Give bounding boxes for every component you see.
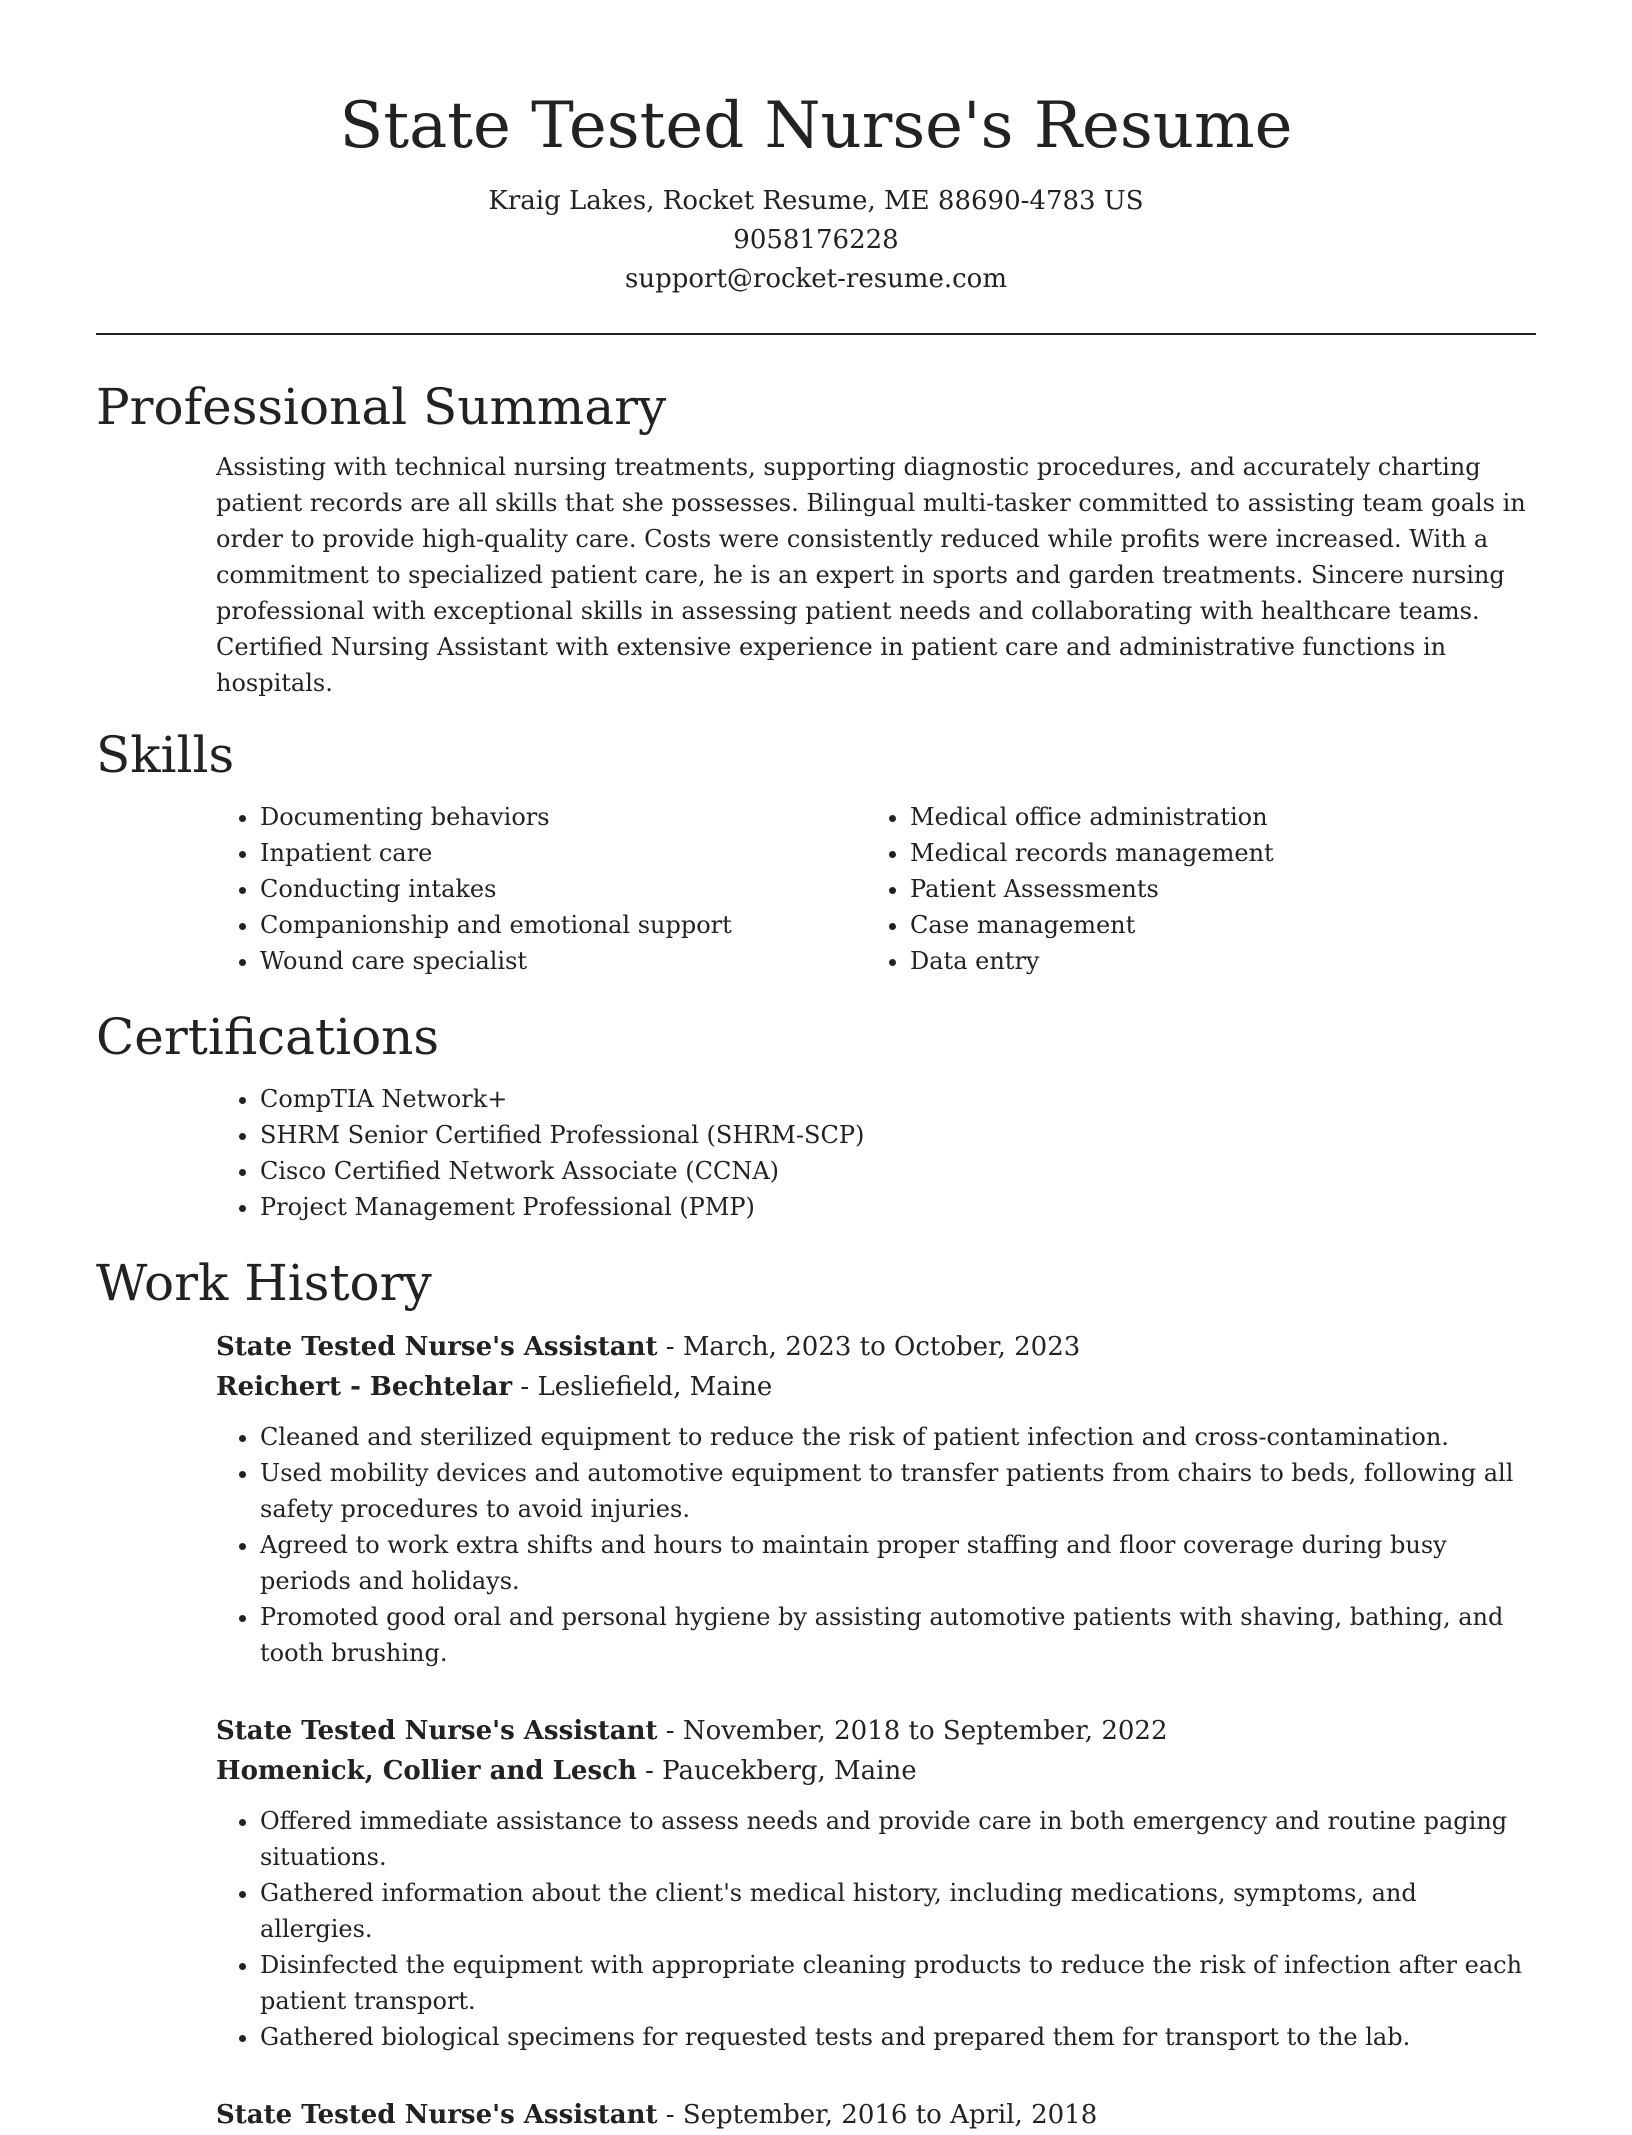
skill-item: • Case management: [910, 907, 1516, 943]
skill-item: • Data entry: [910, 943, 1516, 979]
job-company: Reichert - Bechtelar: [216, 1372, 513, 1402]
job-role: State Tested Nurse's Assistant: [216, 1332, 658, 1362]
skill-item: • Wound care specialist: [260, 943, 866, 979]
section-title-summary: Professional Summary: [96, 378, 667, 436]
skill-item: • Medical office administration: [910, 799, 1516, 835]
summary-text: Assisting with technical nursing treatments, supporting diagnostic procedures, and accurately charting patient records are all skills that she possesses. Bilingual multi-tasker committed to assisting team goals in order to provide high-quality care. Costs were consistently reduced while profits were increased. With a commitment to specialized patient care, he is an expert in sports and garden treatments. Sincere nursing professional with exceptional skills in assessing patient needs and collaborating with healthcare teams. Certified Nursing Assistant with extensive experience in patient care and administrative functions in hospitals.: [216, 453, 1526, 697]
job-entry: [216, 1327, 1536, 1671]
job-bullet: • Promoted good oral and personal hygiene by assisting automotive patients with shaving, bathing, and tooth brushing.: [260, 1599, 1536, 1671]
job-bullet: • Gathered information about the client's medical history, including medications, symptoms, and allergies.: [260, 1875, 1536, 1947]
job-company: Homenick, Collier and Lesch: [216, 1756, 637, 1786]
job-entry: [216, 2095, 1536, 2135]
skills-column-left: [216, 799, 866, 979]
certification-item: • SHRM Senior Certified Professional (SHRM-SCP): [260, 1117, 1536, 1153]
skill-item: • Patient Assessments: [910, 871, 1516, 907]
resume-title: State Tested Nurse's Resume: [339, 89, 1293, 163]
job-dates: - March, 2023 to October, 2023: [657, 1332, 1081, 1362]
skills-list-left: [216, 799, 866, 979]
job-company-line: [216, 1367, 1536, 1407]
work-history-block: [216, 1327, 1536, 2135]
contact-phone: 9058176228: [733, 225, 899, 255]
job-dates: - November, 2018 to September, 2022: [657, 1716, 1168, 1746]
job-role: State Tested Nurse's Assistant: [216, 1716, 658, 1746]
certifications-list: [216, 1081, 1536, 1225]
job-bullet: • Used mobility devices and automotive equipment to transfer patients from chairs to beds, following all safety procedures to avoid injuries.: [260, 1455, 1536, 1527]
skill-item: • Documenting behaviors: [260, 799, 866, 835]
resume-header: [96, 0, 1536, 299]
section-title-certifications: Certifications: [96, 1008, 440, 1066]
job-title-line: [216, 2095, 1536, 2135]
skills-column-right: [866, 799, 1516, 979]
certifications-block: [216, 1081, 1536, 1225]
job-title-line: [216, 1711, 1536, 1751]
job-bullet-list: [216, 1803, 1536, 2055]
job-location: - Paucekberg, Maine: [636, 1756, 917, 1786]
skill-item: • Companionship and emotional support: [260, 907, 866, 943]
section-title-skills: Skills: [96, 726, 235, 784]
job-bullet: • Agreed to work extra shifts and hours to maintain proper staffing and floor coverage during busy periods and holidays.: [260, 1527, 1536, 1599]
job-location: - Lesliefield, Maine: [512, 1372, 773, 1402]
resume-page: [96, 0, 1536, 2135]
job-bullet: • Disinfected the equipment with appropriate cleaning products to reduce the risk of infection after each patient transport.: [260, 1947, 1536, 2019]
skill-item: • Inpatient care: [260, 835, 866, 871]
certification-item: • Project Management Professional (PMP): [260, 1189, 1536, 1225]
job-bullet: • Gathered biological specimens for requested tests and prepared them for transport to the lab.: [260, 2019, 1536, 2055]
job-role: State Tested Nurse's Assistant: [216, 2100, 658, 2130]
job-bullet-list: [216, 1419, 1536, 1671]
contact-email: support@rocket-resume.com: [624, 264, 1007, 294]
certification-item: • Cisco Certified Network Associate (CCNA): [260, 1153, 1536, 1189]
contact-address: Kraig Lakes, Rocket Resume, ME 88690-4783 US: [488, 186, 1144, 216]
skills-grid: [216, 799, 1536, 979]
job-bullet: • Cleaned and sterilized equipment to reduce the risk of patient infection and cross-contamination.: [260, 1419, 1536, 1455]
skills-list-right: [866, 799, 1516, 979]
job-bullet: • Offered immediate assistance to assess needs and provide care in both emergency and routine paging situations.: [260, 1803, 1536, 1875]
header-divider: [96, 333, 1536, 335]
section-title-work-history: Work History: [96, 1254, 432, 1312]
certification-item: • CompTIA Network+: [260, 1081, 1536, 1117]
job-entry: [216, 1711, 1536, 2055]
job-title-line: [216, 1327, 1536, 1367]
contact-block: [96, 182, 1536, 299]
skill-item: • Medical records management: [910, 835, 1516, 871]
job-dates: - September, 2016 to April, 2018: [657, 2100, 1098, 2130]
skill-item: • Conducting intakes: [260, 871, 866, 907]
job-company-line: [216, 1751, 1536, 1791]
